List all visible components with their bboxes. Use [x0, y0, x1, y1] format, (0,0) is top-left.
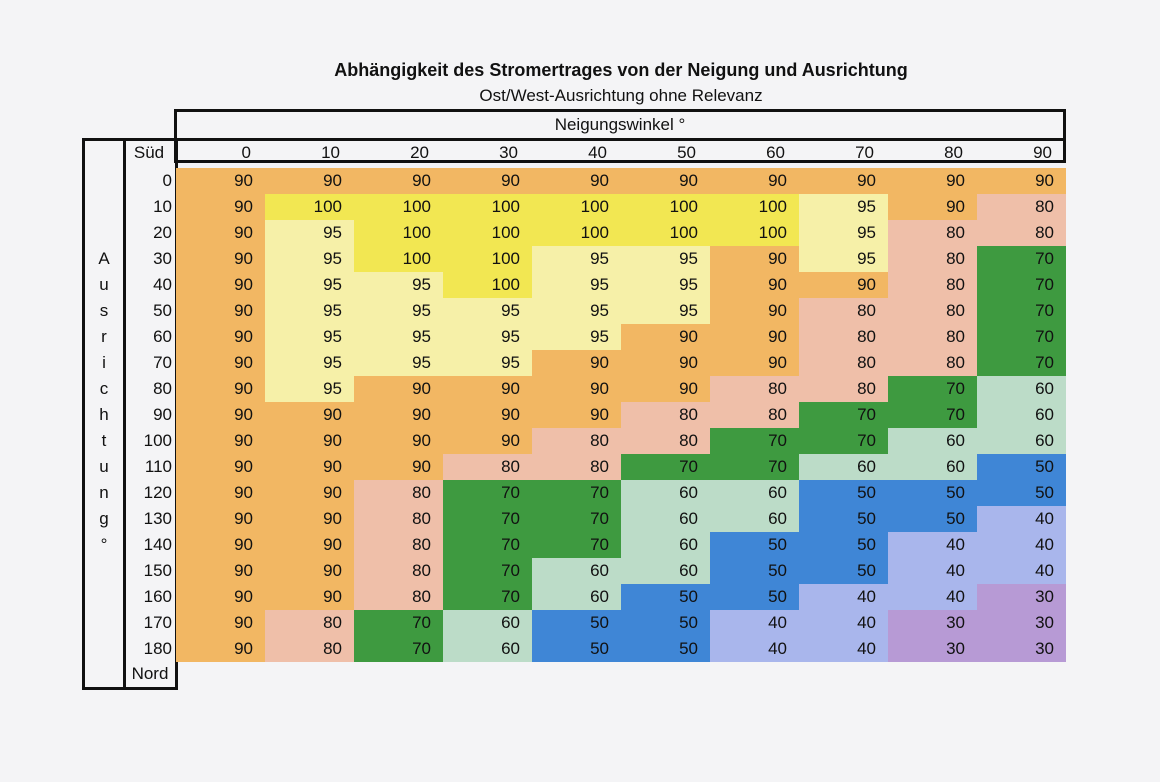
table-cell: 40 — [710, 610, 799, 636]
table-cell: 95 — [265, 350, 354, 376]
row-header: 110 — [144, 457, 172, 476]
table-cell: 90 — [265, 584, 354, 610]
table-cell: 90 — [176, 584, 265, 610]
row-header: 70 — [153, 353, 172, 372]
table-cell: 95 — [799, 194, 888, 220]
table-cell: 95 — [354, 298, 443, 324]
column-header: 80 — [944, 143, 963, 162]
table-cell: 80 — [888, 298, 977, 324]
table-cell: 80 — [799, 350, 888, 376]
table-cell: 100 — [443, 246, 532, 272]
table-cell: 90 — [176, 428, 265, 454]
table-cell: 70 — [799, 428, 888, 454]
table-cell: 70 — [710, 454, 799, 480]
table-cell: 70 — [977, 324, 1066, 350]
table-cell: 90 — [710, 272, 799, 298]
table-cell: 90 — [176, 506, 265, 532]
table-cell: 100 — [532, 220, 621, 246]
table-cell: 90 — [265, 532, 354, 558]
table-cell: 30 — [888, 636, 977, 662]
table-cell: 50 — [621, 584, 710, 610]
ausrichtung-letter: s — [99, 301, 109, 320]
table-cell: 60 — [621, 532, 710, 558]
table-cell: 80 — [888, 324, 977, 350]
table-cell: 50 — [799, 480, 888, 506]
neigungswinkel-label: Neigungswinkel ° — [554, 115, 686, 134]
table-cell: 90 — [710, 324, 799, 350]
table-cell: 80 — [354, 480, 443, 506]
table-cell: 95 — [532, 324, 621, 350]
table-cell: 90 — [176, 298, 265, 324]
ausrichtung-letter: h — [99, 405, 109, 424]
row-header: 170 — [143, 613, 172, 632]
table-cell: 90 — [532, 376, 621, 402]
table-cell: 80 — [265, 636, 354, 662]
table-cell: 90 — [710, 298, 799, 324]
table-cell: 95 — [532, 246, 621, 272]
table-cell: 80 — [710, 402, 799, 428]
ausrichtung-letter: g — [99, 509, 109, 528]
table-cell: 60 — [977, 376, 1066, 402]
table-cell: 95 — [354, 272, 443, 298]
table-cell: 90 — [354, 168, 443, 194]
table-cell: 70 — [977, 272, 1066, 298]
ausrichtung-letter: u — [99, 275, 109, 294]
table-cell: 80 — [888, 272, 977, 298]
table-cell: 90 — [710, 168, 799, 194]
table-cell: 60 — [977, 428, 1066, 454]
table-cell: 100 — [265, 194, 354, 220]
table-cell: 90 — [176, 558, 265, 584]
table-cell: 50 — [977, 480, 1066, 506]
table-cell: 80 — [354, 532, 443, 558]
table-cell: 50 — [621, 636, 710, 662]
table-cell: 80 — [532, 428, 621, 454]
table-cell: 95 — [799, 220, 888, 246]
table-cell: 95 — [532, 298, 621, 324]
table-cell: 40 — [977, 506, 1066, 532]
table-cell: 90 — [354, 428, 443, 454]
table-cell: 50 — [532, 636, 621, 662]
table-cell: 90 — [265, 454, 354, 480]
table-cell: 90 — [265, 428, 354, 454]
column-header: 0 — [241, 143, 251, 162]
table-cell: 60 — [621, 506, 710, 532]
table-cell: 90 — [443, 168, 532, 194]
page-title: Abhängigkeit des Stromertrages von der Neigung und Ausrichtung — [334, 60, 908, 80]
table-cell: 95 — [443, 298, 532, 324]
table-cell: 80 — [799, 298, 888, 324]
table-cell: 95 — [265, 376, 354, 402]
table-cell: 100 — [354, 220, 443, 246]
table-cell: 95 — [621, 246, 710, 272]
table-cell: 60 — [710, 506, 799, 532]
table-cell: 80 — [799, 324, 888, 350]
table-cell: 95 — [621, 272, 710, 298]
column-header: 30 — [499, 143, 518, 162]
sud-label: Süd — [133, 143, 165, 162]
table-cell: 90 — [621, 350, 710, 376]
table-cell: 70 — [977, 246, 1066, 272]
table-cell: 90 — [799, 272, 888, 298]
table-cell: 90 — [176, 454, 265, 480]
table-cell: 80 — [621, 402, 710, 428]
table-cell: 95 — [265, 220, 354, 246]
table-cell: 90 — [176, 636, 265, 662]
table-cell: 90 — [265, 480, 354, 506]
table-cell: 80 — [799, 376, 888, 402]
table-cell: 80 — [532, 454, 621, 480]
table-cell: 60 — [621, 558, 710, 584]
table-cell: 90 — [176, 168, 265, 194]
table-cell: 50 — [799, 558, 888, 584]
table-cell: 60 — [443, 636, 532, 662]
row-header: 130 — [143, 509, 172, 528]
table-cell: 60 — [532, 558, 621, 584]
row-header: 30 — [153, 249, 172, 268]
table-cell: 90 — [443, 428, 532, 454]
ausrichtung-letter: ° — [100, 535, 108, 554]
column-header: 10 — [321, 143, 340, 162]
row-header: 90 — [153, 405, 172, 424]
column-header: 50 — [677, 143, 696, 162]
table-cell: 70 — [799, 402, 888, 428]
table-cell: 90 — [888, 194, 977, 220]
row-header: 150 — [143, 561, 172, 580]
table-cell: 80 — [354, 506, 443, 532]
table-cell: 95 — [265, 298, 354, 324]
table-cell: 95 — [532, 272, 621, 298]
table-cell: 80 — [265, 610, 354, 636]
row-header: 160 — [143, 587, 172, 606]
table-cell: 95 — [265, 246, 354, 272]
table-cell: 30 — [888, 610, 977, 636]
table-cell: 70 — [443, 558, 532, 584]
table-cell: 40 — [888, 558, 977, 584]
row-header: 140 — [143, 535, 172, 554]
ausrichtung-letter: r — [101, 327, 107, 346]
table-cell: 50 — [888, 506, 977, 532]
table-cell: 70 — [888, 376, 977, 402]
table-cell: 90 — [710, 350, 799, 376]
table-cell: 50 — [888, 480, 977, 506]
table-cell: 80 — [354, 584, 443, 610]
row-header: 60 — [153, 327, 172, 346]
table-cell: 50 — [710, 558, 799, 584]
table-cell: 90 — [265, 402, 354, 428]
row-header: 80 — [153, 379, 172, 398]
table-cell: 90 — [176, 480, 265, 506]
table-cell: 90 — [443, 376, 532, 402]
row-header: 100 — [143, 431, 172, 450]
table-cell: 80 — [977, 220, 1066, 246]
table-cell: 90 — [532, 350, 621, 376]
table-cell: 90 — [354, 454, 443, 480]
table-cell: 80 — [888, 246, 977, 272]
table-cell: 60 — [888, 454, 977, 480]
table-cell: 40 — [710, 636, 799, 662]
table-cell: 100 — [532, 194, 621, 220]
table-cell: 100 — [354, 194, 443, 220]
table-cell: 70 — [354, 636, 443, 662]
table-cell: 90 — [710, 246, 799, 272]
column-header: 40 — [588, 143, 607, 162]
table-cell: 80 — [977, 194, 1066, 220]
table-cell: 70 — [532, 532, 621, 558]
table-cell: 60 — [443, 610, 532, 636]
table-cell: 50 — [977, 454, 1066, 480]
table-cell: 90 — [176, 610, 265, 636]
table-cell: 50 — [621, 610, 710, 636]
table-cell: 40 — [799, 584, 888, 610]
table-cell: 60 — [710, 480, 799, 506]
table-cell: 90 — [977, 168, 1066, 194]
table-cell: 95 — [799, 246, 888, 272]
table-cell: 90 — [176, 194, 265, 220]
ausrichtung-letter: t — [101, 431, 107, 450]
table-cell: 90 — [443, 402, 532, 428]
column-header: 60 — [766, 143, 785, 162]
table-cell: 90 — [621, 324, 710, 350]
table-cell: 90 — [176, 272, 265, 298]
table-cell: 70 — [621, 454, 710, 480]
table-cell: 100 — [443, 220, 532, 246]
table-cell: 40 — [977, 558, 1066, 584]
table-cell: 90 — [354, 402, 443, 428]
table-cell: 100 — [621, 220, 710, 246]
table-cell: 40 — [799, 636, 888, 662]
table-cell: 90 — [176, 324, 265, 350]
table-cell: 50 — [532, 610, 621, 636]
row-header: 180 — [143, 639, 172, 658]
table-cell: 60 — [532, 584, 621, 610]
table-cell: 95 — [621, 298, 710, 324]
table-cell: 60 — [977, 402, 1066, 428]
table-cell: 70 — [354, 610, 443, 636]
table-cell: 70 — [977, 298, 1066, 324]
page-subtitle: Ost/West-Ausrichtung ohne Relevanz — [479, 86, 763, 105]
table-cell: 70 — [888, 402, 977, 428]
row-header: 0 — [162, 171, 172, 190]
row-header: 120 — [143, 483, 172, 502]
table-cell: 90 — [176, 532, 265, 558]
table-cell: 90 — [621, 376, 710, 402]
ausrichtung-letter: n — [99, 483, 109, 502]
column-header: 20 — [410, 143, 429, 162]
table-cell: 80 — [354, 558, 443, 584]
table-cell: 40 — [977, 532, 1066, 558]
table-cell: 90 — [176, 376, 265, 402]
table-cell: 90 — [176, 350, 265, 376]
table-cell: 70 — [443, 506, 532, 532]
row-header: 10 — [153, 197, 172, 216]
ausrichtung-letter: u — [99, 457, 109, 476]
table-cell: 60 — [799, 454, 888, 480]
table-cell: 70 — [532, 506, 621, 532]
column-header: 70 — [855, 143, 874, 162]
column-header: 90 — [1033, 143, 1052, 162]
table-cell: 40 — [888, 532, 977, 558]
row-header: 40 — [153, 275, 172, 294]
table-cell: 90 — [354, 376, 443, 402]
table-cell: 100 — [621, 194, 710, 220]
ausrichtung-letter: A — [98, 249, 110, 268]
table-cell: 95 — [443, 350, 532, 376]
table-cell: 80 — [888, 350, 977, 376]
table-cell: 90 — [265, 168, 354, 194]
table-cell: 95 — [265, 272, 354, 298]
table-cell: 70 — [443, 532, 532, 558]
table-cell: 40 — [888, 584, 977, 610]
table-cell: 90 — [176, 402, 265, 428]
table-cell: 90 — [176, 220, 265, 246]
table-cell: 100 — [710, 220, 799, 246]
ausrichtung-letter: i — [102, 353, 106, 372]
table-cell: 80 — [710, 376, 799, 402]
table-cell: 90 — [532, 168, 621, 194]
table-cell: 90 — [265, 506, 354, 532]
table-cell: 95 — [354, 324, 443, 350]
table-cell: 90 — [265, 558, 354, 584]
table-cell: 30 — [977, 636, 1066, 662]
table-cell: 70 — [443, 584, 532, 610]
table-cell: 70 — [710, 428, 799, 454]
table-cell: 50 — [710, 532, 799, 558]
table-cell: 100 — [443, 194, 532, 220]
table-cell: 60 — [888, 428, 977, 454]
table-cell: 90 — [799, 168, 888, 194]
nord-label: Nord — [131, 664, 169, 683]
table-cell: 80 — [443, 454, 532, 480]
table-cell: 30 — [977, 584, 1066, 610]
table-cell: 95 — [354, 350, 443, 376]
table-cell: 70 — [977, 350, 1066, 376]
table-cell: 40 — [799, 610, 888, 636]
table-cell: 90 — [532, 402, 621, 428]
table-cell: 90 — [621, 168, 710, 194]
table-cell: 100 — [354, 246, 443, 272]
table-cell: 70 — [443, 480, 532, 506]
header-divider — [177, 138, 1063, 141]
table-cell: 100 — [443, 272, 532, 298]
table-cell: 70 — [532, 480, 621, 506]
table-cell: 50 — [710, 584, 799, 610]
table-cell: 50 — [799, 532, 888, 558]
table-cell: 95 — [443, 324, 532, 350]
ausrichtung-letter: c — [99, 379, 109, 398]
table-cell: 90 — [888, 168, 977, 194]
row-header: 20 — [153, 223, 172, 242]
table-cell: 100 — [710, 194, 799, 220]
table-cell: 60 — [621, 480, 710, 506]
table-cell: 50 — [799, 506, 888, 532]
row-header: 50 — [153, 301, 172, 320]
table-cell: 80 — [621, 428, 710, 454]
table-cell: 30 — [977, 610, 1066, 636]
table-cell: 80 — [888, 220, 977, 246]
table-cell: 95 — [265, 324, 354, 350]
table-cell: 90 — [176, 246, 265, 272]
